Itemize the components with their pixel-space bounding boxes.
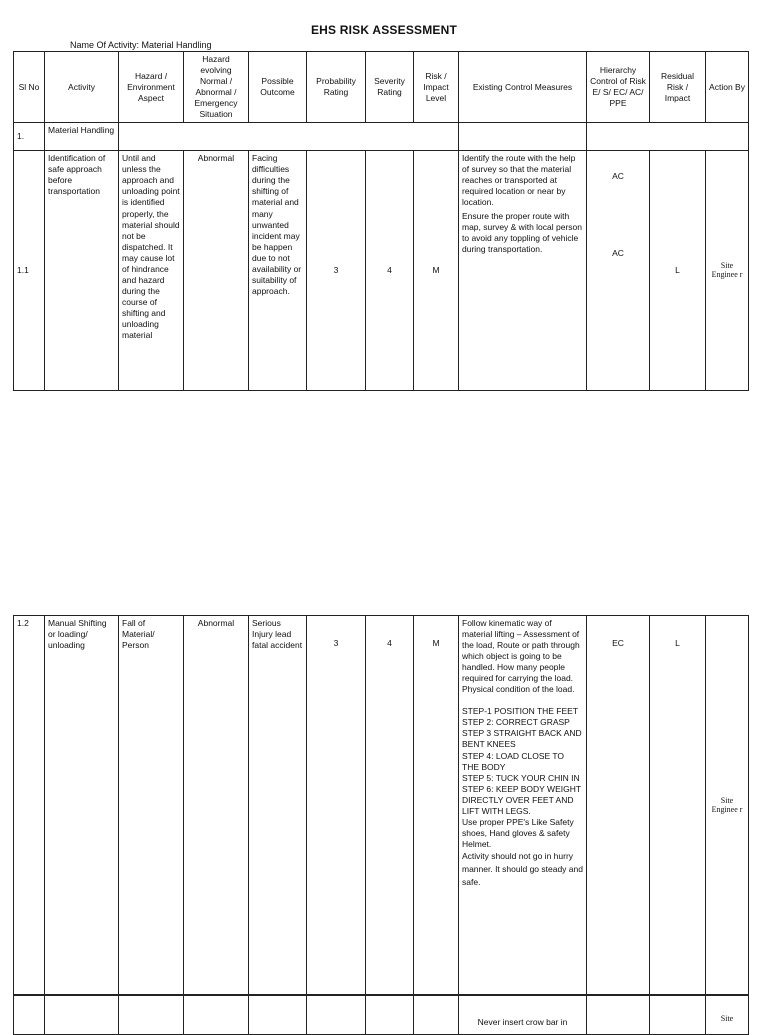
risk-table-page-1 — [13, 51, 749, 391]
row-residual: L — [650, 616, 706, 996]
row-probability: 3 — [307, 616, 366, 996]
row-severity: 4 — [366, 151, 414, 391]
row-control-measures: Never insert crow bar in — [459, 995, 587, 1035]
row-activity: Identification of safe approach before transportation — [45, 151, 119, 391]
row-activity: Manual Shifting or loading/ unloading — [45, 616, 119, 996]
row-action-by: Site — [706, 995, 749, 1035]
row-hierarchy — [587, 151, 650, 391]
row-hierarchy: EC — [587, 616, 650, 996]
header-control-measures: Existing Control Measures — [459, 52, 587, 123]
table-row — [14, 616, 749, 996]
section-sl-no: 1. — [14, 123, 45, 151]
section-empty-control — [459, 123, 587, 151]
header-action-by: Action By — [706, 52, 749, 123]
header-hazard: Hazard / Environment Aspect — [119, 52, 184, 123]
section-empty-right — [587, 123, 749, 151]
row-hazard: Fall of Material/ Person — [119, 616, 184, 996]
document-title: EHS RISK ASSESSMENT — [310, 23, 458, 37]
hierarchy-2: AC — [612, 248, 624, 259]
risk-table-page-2 — [13, 615, 749, 996]
row-outcome — [249, 995, 307, 1035]
row-control-measures — [459, 151, 587, 391]
row-risk: M — [414, 616, 459, 996]
row-risk — [414, 995, 459, 1035]
table-row — [14, 995, 749, 1035]
row-outcome: Serious Injury lead fatal accident — [249, 616, 307, 996]
control-outro: Activity should not go in hurry manner. It should go steady and safe. — [462, 850, 583, 888]
header-risk-level: Risk / Impact Level — [414, 52, 459, 123]
section-activity: Material Handling — [45, 123, 119, 151]
header-hazard-evolving: Hazard evolving Normal / Abnormal / Emergency Situation — [184, 52, 249, 123]
header-hierarchy: Hierarchy Control of Risk E/ S/ EC/ AC/ PPE — [587, 52, 650, 123]
table-row — [14, 151, 749, 391]
lifting-step: STEP 2: CORRECT GRASP — [462, 717, 570, 728]
header-activity: Activity — [45, 52, 119, 123]
row-hazard: Until and unless the approach and unloading point is identified properly, the material should not be dispatched. It may cause lot of hindrance and hazard during the course of shifting and unloading material — [119, 151, 184, 391]
row-activity — [45, 995, 119, 1035]
row-evolving: Abnormal — [184, 616, 249, 996]
row-sl-no: 1.2 — [14, 616, 45, 996]
row-evolving — [184, 995, 249, 1035]
row-action-by: Site Enginee r — [706, 616, 749, 996]
row-residual: L — [650, 151, 706, 391]
row-sl-no — [14, 995, 45, 1035]
row-hazard — [119, 995, 184, 1035]
header-residual: Residual Risk / Impact — [650, 52, 706, 123]
control-measure-2: Ensure the proper route with map, survey & with local person to avoid any toppling of vehicle during transportation. — [462, 210, 582, 254]
lifting-step: STEP-1 POSITION THE FEET — [462, 706, 579, 717]
control-intro: Follow kinematic way of material lifting – Assessment of the load, Route or path through which object is going to be handled. How many people required for carrying the load. Physical condition of the load. — [462, 618, 580, 695]
row-probability: 3 — [307, 151, 366, 391]
row-risk: M — [414, 151, 459, 391]
hierarchy-1: AC — [612, 171, 624, 182]
section-row — [14, 123, 749, 151]
row-hierarchy — [587, 995, 650, 1035]
header-possible-outcome: Possible Outcome — [249, 52, 307, 123]
row-outcome: Facing difficulties during the shifting of material and many unwanted incident may be happen due to not availability or suitability of approach. — [249, 151, 307, 391]
risk-table-page-3 — [13, 994, 749, 1035]
header-sl-no: Sl No — [14, 52, 45, 123]
row-probability — [307, 995, 366, 1035]
control-ppe: Use proper PPE's Like Safety shoes, Hand gloves & safety Helmet. — [462, 816, 574, 849]
header-probability: Probability Rating — [307, 52, 366, 123]
lifting-step: STEP 6: KEEP BODY WEIGHT DIRECTLY OVER FEET AND LIFT WITH LEGS. — [462, 783, 581, 816]
row-residual — [650, 995, 706, 1035]
table-header-row — [14, 52, 749, 123]
control-measure-1: Identify the route with the help of survey so that the material reaches or transported at required location or near by location. — [462, 153, 576, 208]
section-empty-span — [119, 123, 459, 151]
lifting-step: STEP 5: TUCK YOUR CHIN IN — [462, 772, 580, 783]
row-severity — [366, 995, 414, 1035]
header-severity: Severity Rating — [366, 52, 414, 123]
row-evolving: Abnormal — [184, 151, 249, 391]
row-sl-no: 1.1 — [14, 151, 45, 391]
lifting-step: STEP 4: LOAD CLOSE TO THE BODY — [462, 750, 565, 772]
row-severity: 4 — [366, 616, 414, 996]
lifting-steps — [462, 706, 583, 816]
row-control-measures — [459, 616, 587, 996]
activity-name: Name Of Activity: Material Handling — [70, 40, 212, 50]
row-action-by: Site Enginee r — [706, 151, 749, 391]
lifting-step: STEP 3 STRAIGHT BACK AND BENT KNEES — [462, 728, 582, 750]
